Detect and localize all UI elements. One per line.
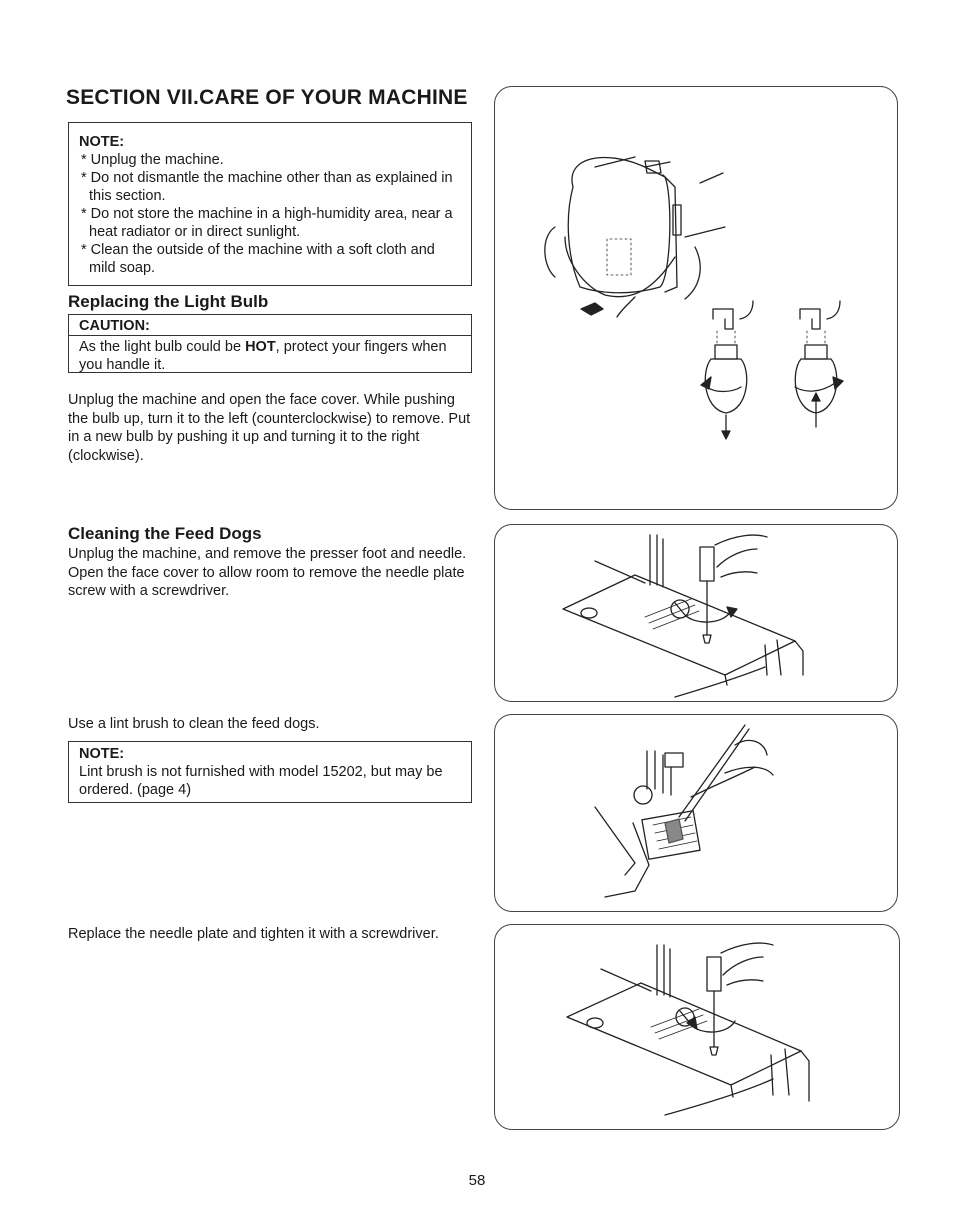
caution-hot-word: HOT [245,339,276,355]
caution-text-end: , protect your fingers when you handle it. [79,339,447,373]
caution-label: CAUTION: [69,317,471,336]
note-item: * Do not store the machine in a high-humidity area, near a heat radiator or in direct sunlight. [81,206,453,240]
heading-replacing-light-bulb: Replacing the Light Bulb [68,292,269,311]
illustration-remove-needle-plate-screw [494,524,898,702]
lint-brush-drawing [495,715,899,913]
illustration-light-bulb [494,86,898,510]
page-number: 58 [468,1172,486,1189]
note-item: * Clean the outside of the machine with a soft cloth and mild soap. [81,242,435,276]
illustration-lint-brush [494,714,898,912]
illustration-replace-needle-plate [494,924,900,1130]
note-item: * Unplug the machine. [81,152,224,168]
screwdriver-drawing [495,525,899,703]
note-box-general [68,122,472,286]
caution-text-start: As the light bulb could be [79,339,246,355]
note-label: NOTE: [79,134,125,150]
light-bulb-drawing [495,87,899,511]
light-bulb-instructions: Unplug the machine and open the face cover. While pushing the bulb up, turn it to the left (counterclockwise) to remove. Put in a new bulb by pushing it up and turning it to the right (clockwise). [68,392,471,464]
lint-brush-instruction: Use a lint brush to clean the feed dogs. [68,716,320,732]
caution-box [68,314,472,373]
section-title: SECTION VII.CARE OF YOUR MACHINE [66,86,468,109]
caution-text [79,338,461,374]
note-item: * Do not dismantle the machine other than as explained in this section. [81,170,453,204]
note-text: Lint brush is not furnished with model 15202, but may be ordered. (page 4) [79,764,443,798]
replace-needle-plate-instruction: Replace the needle plate and tighten it with a screwdriver. [68,926,439,942]
screwdriver-tighten-drawing [495,925,901,1131]
feed-dogs-instructions: Unplug the machine, and remove the presser foot and needle. Open the face cover to allow room to remove the needle plate screw with a screwdriver. [68,546,467,599]
heading-cleaning-feed-dogs: Cleaning the Feed Dogs [68,524,262,543]
note-box-lint-brush [68,741,472,803]
note-label: NOTE: [79,746,125,762]
